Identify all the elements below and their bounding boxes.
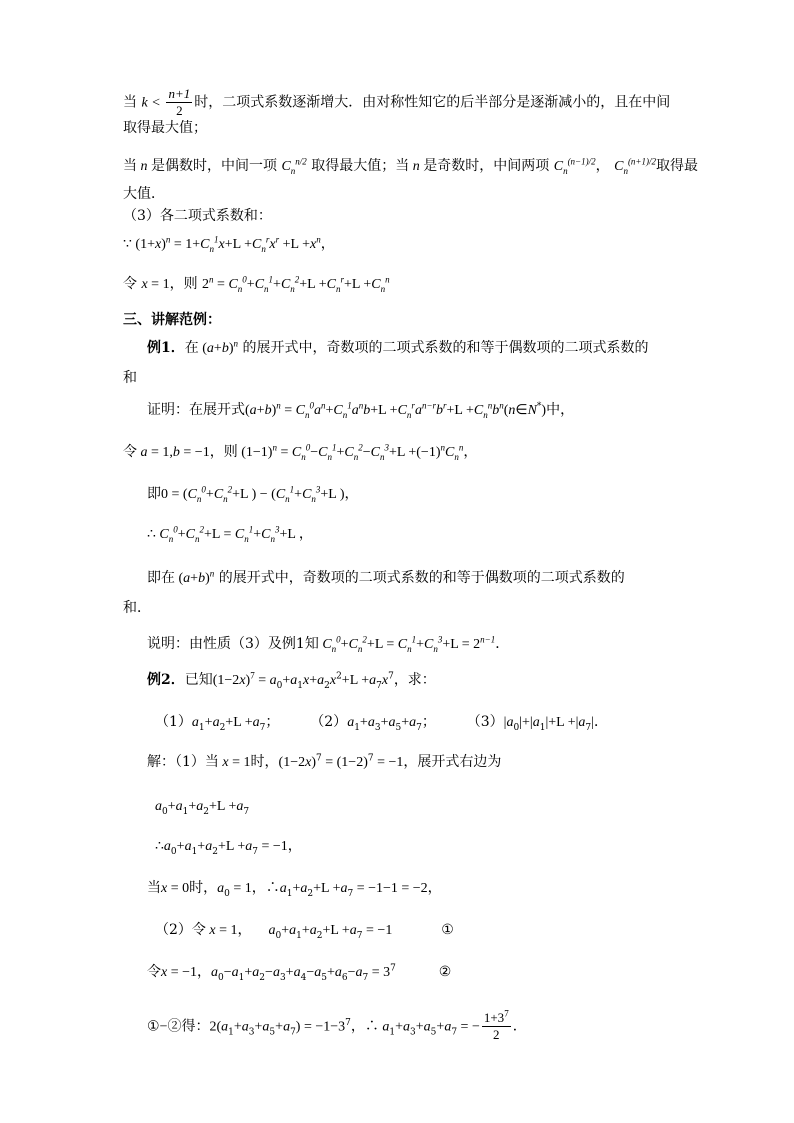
example-1-line-2: 和: [123, 370, 137, 386]
text-line-3: 当 n 是偶数时，中间一项 $C_n^{n/2}$ 取得最大值；当 n 是奇数时，中间两项 $C_n^{(n-1)/2}$， $C_n^{(n+1)/2}$取得最: [123, 156, 699, 176]
text-line-5: （3）各二项式系数和：: [123, 208, 272, 224]
remark-line: 说明：由性质（3）及例1知 $C_n^0+C_n^2+L = C_n^1+C_n^3+L = 2^{n-1}$．: [147, 634, 510, 654]
text-line-4: 大值．: [123, 186, 165, 202]
text-line-1: 当 k < $\frac{n+1}{2}$ 时，二项式系数逐渐增大．由对称性知它的后半部分是逐渐减小的，且在中间: [123, 86, 671, 118]
questions-line: $(1)a_1+a_2+L +a_7$； $(2)a_1+a_3+a_5+a_7$； $(3)|a_0|+|a_1|+L +|a_7|$．: [155, 714, 608, 733]
proof-line-3: 即$0 = (C_n^0+C_n^2+L$ ) − ($C_n^1+C_n^3+L$ )，: [147, 484, 359, 504]
proof-line-1: 证明：在展开式$(a+b)^n = C_n^0a^n+C_n^1a^nb+L +C_n^ra^{n-r}b^r+L$ $+C_n^nb^n(n\in N^*)$中，: [147, 400, 575, 420]
proof-line-6: 和．: [123, 600, 151, 616]
solution-line-5: （2）令 x = 1， $a_0+a_1+a_2+L +a_7 = -1$ ①: [155, 922, 454, 941]
solution-line-7: ①−②得：$2(a_1+a_3+a_5+a_7) = -1-3^7$，∴ $a_1+a_3+a_5+a_7$ = − $\frac{1+3^7}{2}$ ．: [147, 1008, 527, 1042]
proof-line-2: 令 a = 1,b = −1，则 $(1-1)^n = C_n^0-C_n^1+C_n^2-C_n^3+L +(-1)^nC_n^n$，: [123, 442, 478, 462]
solution-line-4: 当x = 0时，$a_0 = 1$，$\therefore a_1+a_2+L +a_7 = -1-1 = -2$，: [147, 880, 442, 899]
proof-line-4: ∴ $C_n^0+C_n^2+L = C_n^1+C_n^3+L$ ，: [147, 524, 313, 544]
solution-line-6: 令x = −1，$a_0-a_1+a_2-a_3+a_4-a_5+a_6-a_7 = 3^7$ ②: [147, 963, 452, 983]
solution-line-1: 解：（1）当 x = 1时，$(1-2x)^7 = (1-2)^7 = -1$，展开式右边为: [147, 753, 502, 770]
proof-line-5: 即在 $(a+b)^n$ 的展开式中，奇数项的二项式系数的和等于偶数项的二项式系数的: [147, 568, 625, 586]
example-2-line: 例2．已知$(1-2x)^7 = a_0+a_1x+a_2x^2+L +a_7x^7$，求：: [147, 670, 436, 691]
formula-line-7: 令 x = 1，则 $2^n = C_n^0+C_n^1+C_n^2+L +C_n^r+L +C_n^n$: [123, 274, 390, 294]
fraction-1-plus-3-pow-7-over-2: $\frac{1+3^7}{2}$: [483, 1008, 509, 1042]
formula-line-6: ∵ $(1+x)^n = 1+C_n^1x+L +C_n^rx^r +L +x^n$，: [123, 234, 335, 254]
section-heading: 三、讲解范例：: [123, 312, 221, 328]
example-1-line-1: 例1．在 $(a+b)^n$ 的展开式中，奇数项的二项式系数的和等于偶数项的二项式系数的: [147, 338, 649, 356]
solution-line-2: $a_0+a_1+a_2+L +a_7$: [155, 799, 250, 817]
fraction-n-plus-1-over-2: $\frac{n+1}{2}$: [168, 86, 191, 118]
solution-line-3: $\therefore a_0+a_1+a_2+L +a_7 = -1$，: [155, 839, 302, 857]
text-line-2: 取得最大值；: [123, 120, 207, 136]
